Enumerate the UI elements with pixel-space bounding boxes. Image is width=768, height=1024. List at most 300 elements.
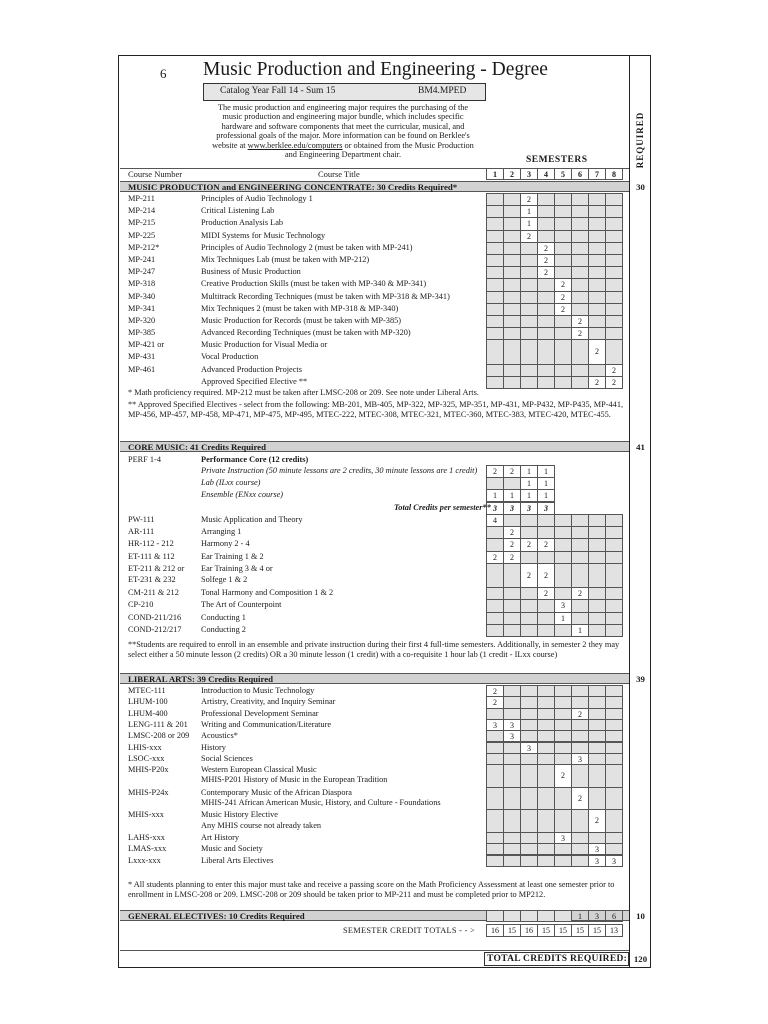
semester-cell bbox=[588, 526, 606, 539]
course-number: MP-318 bbox=[128, 279, 156, 289]
semester-cell bbox=[486, 242, 504, 255]
semester-cell bbox=[537, 910, 555, 922]
semester-total: 15 bbox=[554, 924, 572, 937]
semester-cell bbox=[571, 563, 589, 588]
semester-cell bbox=[554, 364, 572, 377]
semester-cell: 3 bbox=[571, 753, 589, 765]
course-number: ET-111 & 112 bbox=[128, 551, 175, 561]
course-title: Writing and Communication/Literature bbox=[201, 719, 332, 729]
semester-total-cell: 3 bbox=[537, 502, 555, 515]
semester-cell bbox=[503, 266, 521, 279]
catalog-year: Catalog Year Fall 14 - Sum 15 bbox=[220, 86, 336, 96]
semester-cell: 2 bbox=[537, 587, 555, 600]
semester-total: 16 bbox=[520, 924, 538, 937]
performance-subitem: Lab (ILxx course) bbox=[201, 478, 261, 488]
semester-number: 2 bbox=[503, 168, 521, 180]
semester-cell bbox=[503, 364, 521, 377]
semester-cell bbox=[537, 364, 555, 377]
total-credits-value: 120 bbox=[633, 954, 648, 964]
semester-cell bbox=[486, 477, 504, 490]
section-note: ** Approved Specified Electives - select from the following: MB-201, MB-405, MP-322, MP-325, MP-351, MP-431, MP-P432, MP-P435, MP-441, MP-456, MP-457, MP-458, MP-471, MP-475, MP-495, MTEC-222, MTEC-308, MTEC-321, MTEC-360, MTEC-383, MTEC-420, MTEC-455. bbox=[128, 400, 624, 419]
semester-cell bbox=[588, 599, 606, 612]
semester-cell: 4 bbox=[486, 514, 504, 527]
computers-link[interactable]: www.berklee.edu/computers bbox=[247, 140, 343, 150]
semester-cell bbox=[588, 266, 606, 279]
semester-cell bbox=[486, 855, 504, 867]
semester-cell: 2 bbox=[520, 538, 538, 551]
semester-cell: 2 bbox=[537, 266, 555, 279]
semester-cell bbox=[588, 278, 606, 291]
semester-cell: 3 bbox=[588, 855, 606, 867]
course-number: PW-111 bbox=[128, 515, 155, 524]
semester-cell: 2 bbox=[605, 376, 623, 389]
course-number: LHIS-xxx bbox=[128, 742, 162, 752]
semester-cell: 1 bbox=[520, 217, 538, 230]
semester-cell: 3 bbox=[486, 719, 504, 731]
col-course-number: Course Number bbox=[128, 169, 183, 179]
course-title: Social Sciences bbox=[201, 753, 253, 763]
semester-cell: 1 bbox=[503, 489, 521, 502]
semester-cell: 2 bbox=[520, 230, 538, 243]
semester-cell bbox=[520, 278, 538, 291]
section-heading: LIBERAL ARTS: 39 Credits Required bbox=[128, 674, 274, 684]
semester-cell: 2 bbox=[486, 696, 504, 708]
semester-cell bbox=[537, 612, 555, 625]
semester-cell bbox=[520, 910, 538, 922]
section-note: * Math proficiency required. MP-212 must be taken after LMSC-208 or 209. See note under Liberal Arts. bbox=[128, 388, 479, 397]
semester-cell bbox=[503, 303, 521, 316]
semester-cell: 2 bbox=[605, 364, 623, 377]
semester-cell bbox=[554, 538, 572, 551]
col-course-title: Course Title bbox=[318, 169, 360, 179]
semester-cell bbox=[588, 303, 606, 316]
course-number: LMSC-208 or 209 bbox=[128, 731, 190, 741]
semester-total: 15 bbox=[503, 924, 521, 937]
course-title: Mix Techniques 2 (must be taken with MP-318 & MP-340) bbox=[201, 303, 399, 313]
semester-cell: 2 bbox=[503, 551, 521, 564]
semester-cell bbox=[503, 787, 521, 811]
semester-cell bbox=[503, 205, 521, 218]
semester-cell bbox=[503, 230, 521, 243]
semester-cell: 1 bbox=[571, 624, 589, 637]
semester-cell bbox=[554, 787, 572, 811]
semester-cell bbox=[554, 327, 572, 340]
semester-cell bbox=[605, 303, 623, 316]
course-title: Music Application and Theory bbox=[201, 515, 303, 524]
semester-cell bbox=[537, 551, 555, 564]
semester-cell bbox=[554, 205, 572, 218]
semester-totals-label: SEMESTER CREDIT TOTALS - - > bbox=[343, 926, 476, 935]
course-number: PERF 1-4 bbox=[128, 455, 161, 464]
course-number: LHUM-100 bbox=[128, 697, 168, 707]
semester-cell bbox=[520, 242, 538, 255]
semester-cell bbox=[486, 787, 504, 811]
semester-cell bbox=[503, 217, 521, 230]
course-title: Business of Music Production bbox=[201, 267, 301, 277]
semester-cell bbox=[588, 624, 606, 637]
semester-cell bbox=[503, 587, 521, 600]
semester-cell: 2 bbox=[486, 551, 504, 564]
semester-cell bbox=[571, 303, 589, 316]
semester-cell bbox=[571, 291, 589, 304]
semester-cell: 1 bbox=[537, 477, 555, 490]
semester-cell: 2 bbox=[571, 708, 589, 720]
semester-cell bbox=[605, 587, 623, 600]
intro-line: The music production and engineering major requires the purchasing of the bbox=[217, 103, 469, 112]
semester-cell: 3 bbox=[554, 832, 572, 844]
semester-cell bbox=[486, 809, 504, 833]
course-number: MP-211 bbox=[128, 194, 155, 203]
catalog-box bbox=[203, 83, 486, 101]
semester-cell bbox=[486, 624, 504, 637]
semester-cell bbox=[554, 266, 572, 279]
course-title: Artistry, Creativity, and Inquiry Seminar bbox=[201, 697, 336, 707]
semester-cell bbox=[537, 787, 555, 811]
semester-cell bbox=[554, 339, 572, 364]
semester-cell bbox=[605, 551, 623, 564]
semester-cell: 6 bbox=[605, 910, 623, 922]
course-number: MTEC-111 bbox=[128, 686, 166, 695]
course-title: Western European Classical Music bbox=[201, 765, 317, 775]
semester-cell bbox=[503, 477, 521, 490]
course-number: LENG-111 & 201 bbox=[128, 719, 188, 729]
semester-cell bbox=[554, 809, 572, 833]
semester-cell bbox=[486, 587, 504, 600]
course-title: Liberal Arts Electives bbox=[201, 855, 274, 865]
semester-cell bbox=[486, 563, 504, 588]
course-title: MIDI Systems for Music Technology bbox=[201, 230, 326, 240]
semester-cell: 3 bbox=[588, 843, 606, 855]
semester-cell: 3 bbox=[503, 719, 521, 731]
course-title: Contemporary Music of the African Diaspora bbox=[201, 787, 352, 797]
course-title: Art History bbox=[201, 832, 240, 842]
semester-cell: 2 bbox=[588, 376, 606, 389]
semester-cell bbox=[588, 587, 606, 600]
performance-core-title: Performance Core (12 credits) bbox=[201, 455, 309, 464]
semester-cell: 3 bbox=[520, 742, 538, 754]
semester-cell bbox=[520, 303, 538, 316]
section-note: * All students planning to enter this major must take and receive a passing score on the Math Proficiency Assessment at least one semester prior to enrollment in LMSC-208 or 209. LMSC-208 or 209 should be taken prior to MP-211 and must be completed prior to MP212. bbox=[128, 880, 615, 899]
semester-cell bbox=[605, 809, 623, 833]
course-number: LAHS-xxx bbox=[128, 832, 165, 842]
semester-total: 15 bbox=[588, 924, 606, 937]
semester-cell bbox=[520, 587, 538, 600]
course-title: Arranging 1 bbox=[201, 527, 242, 537]
semester-cell: 1 bbox=[486, 489, 504, 502]
course-number: MP-341 bbox=[128, 303, 156, 313]
semester-cell: 2 bbox=[571, 315, 589, 328]
section-heading: CORE MUSIC: 41 Credits Required bbox=[128, 442, 266, 452]
semester-cell: 1 bbox=[520, 465, 538, 478]
semester-cell bbox=[571, 855, 589, 867]
semester-cell bbox=[588, 217, 606, 230]
semester-cell: 2 bbox=[554, 303, 572, 316]
semester-cell bbox=[605, 291, 623, 304]
course-title: The Art of Counterpoint bbox=[201, 600, 282, 610]
semester-cell: 2 bbox=[537, 242, 555, 255]
course-number: LSOC-xxx bbox=[128, 753, 165, 763]
semester-cell bbox=[503, 563, 521, 588]
semester-cell bbox=[571, 217, 589, 230]
semester-cell: 2 bbox=[571, 787, 589, 811]
semester-cell bbox=[571, 809, 589, 833]
semester-cell bbox=[503, 764, 521, 788]
semester-cell bbox=[571, 538, 589, 551]
semester-cell bbox=[554, 624, 572, 637]
semester-cell bbox=[520, 327, 538, 340]
course-title: Tonal Harmony and Composition 1 & 2 bbox=[201, 588, 334, 598]
semester-cell bbox=[605, 624, 623, 637]
semester-cell bbox=[503, 291, 521, 304]
semester-cell bbox=[554, 230, 572, 243]
course-title: Music History Elective bbox=[201, 810, 278, 820]
semester-cell: 2 bbox=[503, 465, 521, 478]
semester-cell bbox=[537, 809, 555, 833]
course-title: Creative Production Skills (must be taken with MP-340 & MP-341) bbox=[201, 279, 427, 289]
semester-cell: 2 bbox=[486, 685, 504, 697]
course-number: MP-461 bbox=[128, 364, 156, 374]
semester-total-cell: 3 bbox=[503, 502, 521, 515]
course-number: MHIS-xxx bbox=[128, 810, 164, 820]
semester-cell bbox=[503, 327, 521, 340]
semester-cell: 1 bbox=[537, 489, 555, 502]
section-heading: GENERAL ELECTIVES: 10 Credits Required bbox=[128, 911, 305, 921]
semester-cell bbox=[571, 612, 589, 625]
course-number: CM-211 & 212 bbox=[128, 588, 179, 598]
semester-cell bbox=[537, 855, 555, 867]
program-code: BM4.MPED bbox=[418, 86, 467, 96]
semester-cell bbox=[605, 764, 623, 788]
semester-cell bbox=[537, 327, 555, 340]
semester-cell bbox=[588, 291, 606, 304]
course-title: Vocal Production bbox=[201, 351, 259, 361]
semester-cell: 1 bbox=[571, 910, 589, 922]
semester-cell: 2 bbox=[588, 809, 606, 833]
semester-cell bbox=[503, 624, 521, 637]
course-number: MP-215 bbox=[128, 218, 156, 228]
semester-cell bbox=[605, 266, 623, 279]
semester-cell bbox=[588, 205, 606, 218]
semester-cell bbox=[605, 205, 623, 218]
course-title: Ear Training 3 & 4 or bbox=[201, 563, 273, 573]
semester-cell bbox=[605, 538, 623, 551]
semester-cell: 1 bbox=[520, 205, 538, 218]
semester-cell bbox=[571, 266, 589, 279]
semester-cell bbox=[520, 266, 538, 279]
semester-cell bbox=[571, 364, 589, 377]
performance-subitem: Private Instruction (50 minute lessons are 2 credits, 30 minute lessons are 1 credit) bbox=[201, 466, 478, 475]
performance-subitem: Ensemble (ENxx course) bbox=[201, 490, 284, 500]
semester-cell bbox=[520, 764, 538, 788]
semester-cell bbox=[486, 303, 504, 316]
course-number: Lxxx-xxx bbox=[128, 855, 161, 865]
section-header-mpe bbox=[120, 181, 629, 192]
semester-cell bbox=[537, 339, 555, 364]
course-title: Music Production for Visual Media or bbox=[201, 340, 328, 350]
course-title: Harmony 2 - 4 bbox=[201, 539, 250, 549]
required-credits: 41 bbox=[636, 442, 645, 452]
semester-cell bbox=[486, 364, 504, 377]
semester-cell bbox=[486, 205, 504, 218]
semester-cell bbox=[537, 278, 555, 291]
semester-cell bbox=[537, 217, 555, 230]
semester-cell bbox=[588, 327, 606, 340]
intro-line: and Engineering Department chair. bbox=[284, 150, 402, 160]
semester-cell bbox=[571, 526, 589, 539]
semester-total: 15 bbox=[537, 924, 555, 937]
semester-cell: 2 bbox=[537, 563, 555, 588]
required-credits: 10 bbox=[636, 911, 645, 921]
semester-total: 13 bbox=[605, 924, 623, 937]
semester-cell bbox=[588, 538, 606, 551]
semester-cell: 3 bbox=[605, 855, 623, 867]
semester-number: 1 bbox=[486, 168, 504, 180]
course-number: CP-210 bbox=[128, 600, 154, 610]
semester-cell bbox=[605, 339, 623, 364]
semester-cell bbox=[571, 242, 589, 255]
semester-cell bbox=[605, 230, 623, 243]
semester-cell bbox=[486, 327, 504, 340]
semester-cell bbox=[605, 787, 623, 811]
course-title: Music and Society bbox=[201, 844, 263, 854]
semester-cell bbox=[537, 624, 555, 637]
semester-cell bbox=[486, 764, 504, 788]
section-heading: MUSIC PRODUCTION and ENGINEERING CONCENTRATE: 30 Credits Required* bbox=[128, 182, 458, 192]
semester-cell bbox=[571, 551, 589, 564]
semester-cell bbox=[537, 599, 555, 612]
course-title: Principles of Audio Technology 2 (must be taken with MP-241) bbox=[201, 242, 413, 252]
semester-cell bbox=[605, 242, 623, 255]
semester-cell bbox=[605, 278, 623, 291]
semester-cell bbox=[503, 855, 521, 867]
course-number: MP-385 bbox=[128, 328, 156, 338]
semester-cell bbox=[520, 364, 538, 377]
semester-cell bbox=[503, 339, 521, 364]
semester-cell bbox=[520, 599, 538, 612]
course-number: MHIS-P20x bbox=[128, 765, 169, 775]
semester-cell bbox=[554, 526, 572, 539]
semester-cell bbox=[588, 242, 606, 255]
course-title: MHIS-241 African American Music, History, and Culture - Foundations bbox=[201, 798, 441, 807]
semester-cell bbox=[554, 551, 572, 564]
course-number: LHUM-400 bbox=[128, 708, 168, 718]
semester-cell bbox=[554, 217, 572, 230]
semester-cell bbox=[520, 291, 538, 304]
semester-cell: 2 bbox=[571, 327, 589, 340]
semester-cell bbox=[605, 599, 623, 612]
course-title: History bbox=[201, 742, 226, 752]
course-title: Acoustics* bbox=[201, 731, 238, 741]
semester-cell: 3 bbox=[503, 730, 521, 742]
section-header-core bbox=[120, 441, 629, 452]
semester-cell bbox=[520, 787, 538, 811]
semester-cell: 1 bbox=[520, 477, 538, 490]
course-title: Any MHIS course not already taken bbox=[201, 820, 322, 830]
course-number: MP-241 bbox=[128, 255, 156, 264]
semester-cell bbox=[588, 563, 606, 588]
semester-cell bbox=[486, 291, 504, 304]
course-number: LMAS-xxx bbox=[128, 844, 167, 854]
semester-cell bbox=[605, 563, 623, 588]
semester-cell bbox=[571, 599, 589, 612]
course-title: Advanced Production Projects bbox=[201, 364, 302, 374]
course-number: MP-225 bbox=[128, 230, 156, 240]
semester-cell: 3 bbox=[554, 599, 572, 612]
course-title: MHIS-P201 History of Music in the European Tradition bbox=[201, 775, 388, 785]
semester-cell bbox=[588, 764, 606, 788]
course-title: Mix Techniques Lab (must be taken with MP-212) bbox=[201, 255, 370, 264]
course-number: MP-431 bbox=[128, 351, 156, 361]
semester-cell bbox=[588, 787, 606, 811]
semester-cell: 2 bbox=[520, 563, 538, 588]
semester-cell bbox=[486, 910, 504, 922]
course-title: Advanced Recording Techniques (must be taken with MP-320) bbox=[201, 328, 411, 338]
semester-cell bbox=[571, 230, 589, 243]
semester-cell bbox=[605, 327, 623, 340]
course-number: MP-340 bbox=[128, 291, 156, 301]
semester-cell: 1 bbox=[520, 489, 538, 502]
course-title: Music Production for Records (must be taken with MP-385) bbox=[201, 316, 402, 325]
total-rule bbox=[120, 950, 629, 951]
semester-cell: 2 bbox=[503, 538, 521, 551]
course-title: Production Analysis Lab bbox=[201, 218, 284, 228]
course-title: Critical Listening Lab bbox=[201, 206, 275, 216]
intro-text: website at bbox=[212, 140, 248, 150]
semester-cell bbox=[554, 910, 572, 922]
semester-cell bbox=[571, 764, 589, 788]
semester-cell: 2 bbox=[588, 339, 606, 364]
semester-cell: 1 bbox=[537, 465, 555, 478]
semester-cell bbox=[520, 339, 538, 364]
semester-cell bbox=[537, 526, 555, 539]
semester-cell bbox=[605, 612, 623, 625]
course-title: Solfege 1 & 2 bbox=[201, 575, 248, 584]
semester-cell bbox=[537, 764, 555, 788]
semester-cell bbox=[554, 587, 572, 600]
semester-number: 8 bbox=[605, 168, 623, 180]
course-number: HR-112 - 212 bbox=[128, 539, 174, 549]
semester-cell bbox=[486, 278, 504, 291]
semester-cell bbox=[537, 291, 555, 304]
semester-cell bbox=[588, 364, 606, 377]
intro-line: professional goals of the major. More information can be found on Berklee's bbox=[216, 131, 470, 141]
semester-cell bbox=[520, 855, 538, 867]
semester-cell: 1 bbox=[554, 612, 572, 625]
course-title: Approved Specified Elective ** bbox=[201, 377, 308, 386]
section-header-lib bbox=[120, 673, 629, 684]
course-number: MP-247 bbox=[128, 267, 156, 277]
semester-cell: 2 bbox=[520, 193, 538, 206]
semester-cell bbox=[520, 809, 538, 833]
semester-cell bbox=[486, 599, 504, 612]
semester-cell: 2 bbox=[486, 465, 504, 478]
course-title: Multitrack Recording Techniques (must be taken with MP-318 & MP-341) bbox=[201, 291, 450, 301]
course-number: MP-212* bbox=[128, 242, 160, 252]
semesters-label: SEMESTERS bbox=[526, 155, 588, 165]
semester-number: 6 bbox=[571, 168, 589, 180]
semester-cell: 2 bbox=[571, 587, 589, 600]
course-title: Principles of Audio Technology 1 bbox=[201, 194, 313, 203]
semester-cell bbox=[520, 612, 538, 625]
course-number: MHIS-P24x bbox=[128, 787, 169, 797]
required-credits: 30 bbox=[636, 182, 645, 192]
semester-cell: 2 bbox=[503, 526, 521, 539]
semester-cell bbox=[554, 563, 572, 588]
required-credits: 39 bbox=[636, 674, 645, 684]
semester-cell: 2 bbox=[554, 291, 572, 304]
section-note: **Students are required to enroll in an ensemble and private instruction during their first 4 full-time semesters. Additionally, in semester 2 they may select either a 50 minute lesson (2 credits) OR a 30 minute lesson (1 credit) with a co-requisite 1 hour lab (1 credit - ILxx course) bbox=[128, 640, 620, 659]
semester-cell bbox=[588, 612, 606, 625]
